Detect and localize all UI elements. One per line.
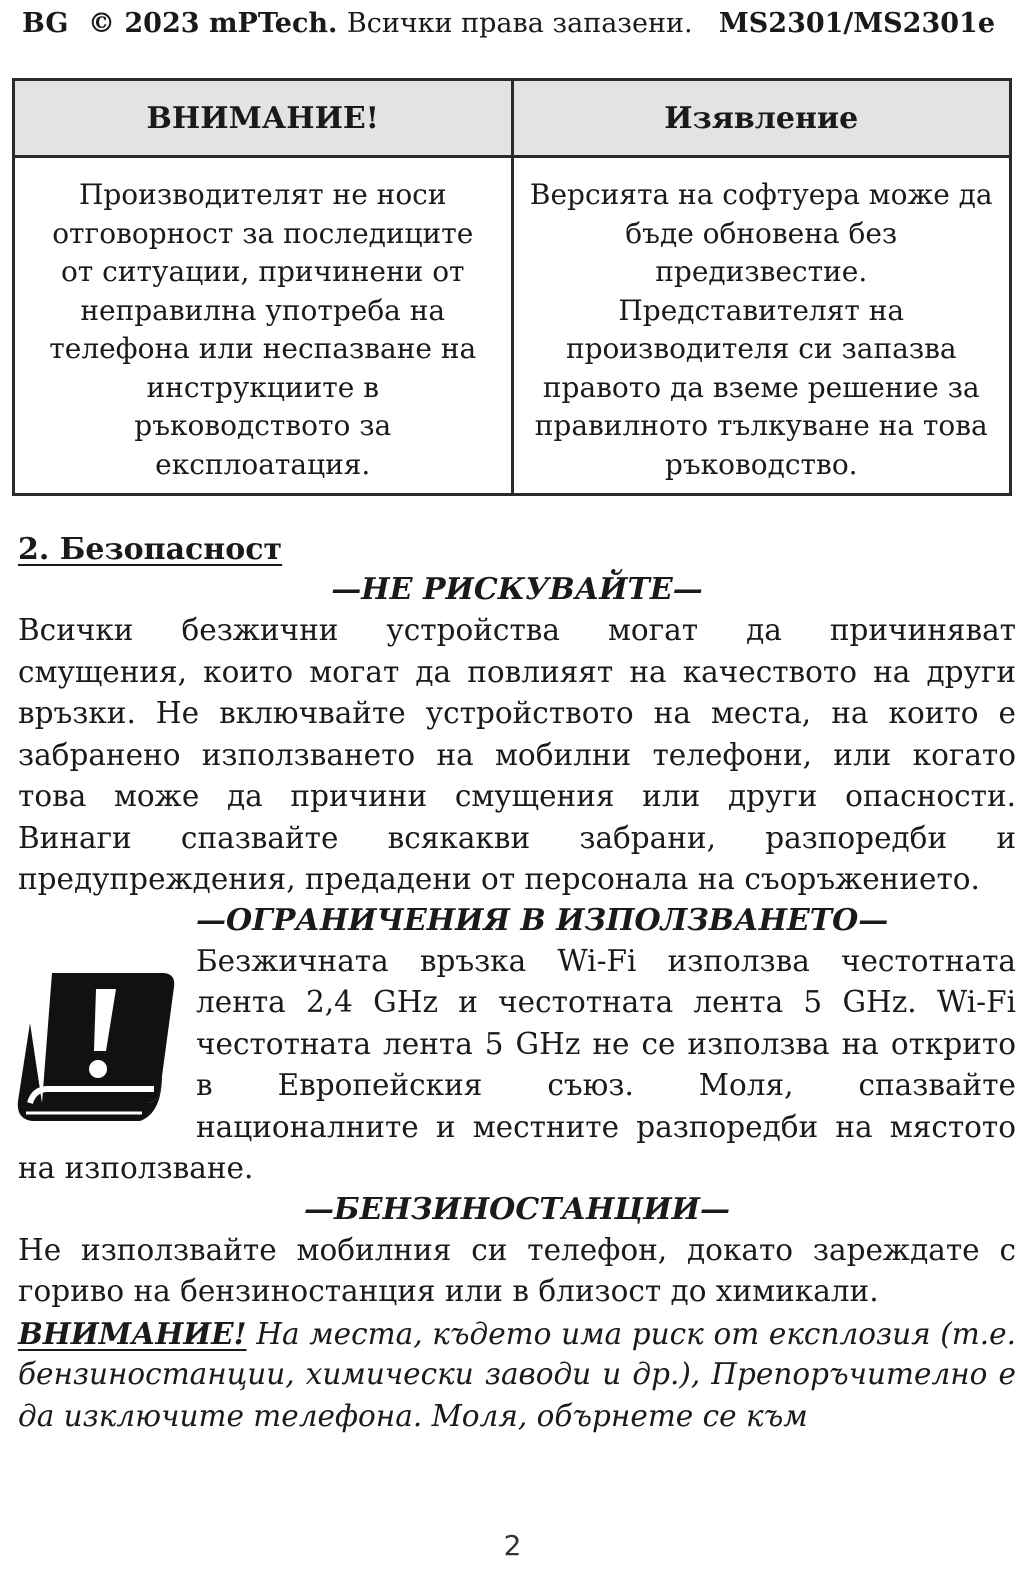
paragraph-line: в Европейския съюз. Моля, спазвайте [196, 1068, 1016, 1102]
paragraph-line: гориво на бензиностанция или в близост до химикали. [18, 1274, 879, 1308]
warning-line: отговорност за последиците [52, 216, 474, 250]
paragraph-line: Винаги спазвайте всякакви забрани, разпоредби и [18, 820, 1016, 855]
paragraph-line: националните и местните разпоредби на мястото [196, 1109, 1016, 1144]
statement-line: предизвестие. [655, 255, 868, 288]
petrol-stations-heading: —БЕНЗИНОСТАНЦИИ— [304, 1191, 730, 1227]
warning-cell [14, 157, 513, 495]
usage-restrictions-block [18, 901, 1016, 1190]
explosion-warning-line: бензиностанции, химически заводи и др.), Препоръчително е [18, 1357, 1016, 1391]
model-number: MS2301/MS2301e [718, 8, 995, 39]
notice-table [12, 78, 1012, 496]
statement-cell [512, 157, 1011, 495]
warning-text: На места, където има риск от експлозия (т.е. [256, 1316, 1016, 1351]
statement-line: ръководство. [664, 447, 858, 481]
explosion-warning-line: да изключите телефона. Моля, обърнете се към [18, 1398, 808, 1433]
rights-reserved: Всички права запазени. [346, 8, 693, 39]
paragraph-line: лента 2,4 GHz и честотната лента 5 GHz. Wi-Fi [196, 985, 1016, 1019]
warning-line: ръководството за [134, 409, 392, 442]
no-risk-heading: —НЕ РИСКУВАЙТЕ— [331, 572, 703, 607]
warning-line: експлоатация. [155, 447, 371, 481]
safety-section [18, 530, 1016, 1437]
paragraph-line: смущения, които могат да повлияят на качеството на други [18, 654, 1016, 689]
warning-line: от ситуации, причинени от [60, 255, 465, 288]
page-number: 2 [503, 1529, 522, 1562]
paragraph-line: Не използвайте мобилния си телефон, докато зареждате с [18, 1232, 1016, 1267]
usage-restrictions-heading: —ОГРАНИЧЕНИЯ В ИЗПОЛЗВАНЕТО— [196, 902, 889, 938]
paragraph-line: забранено използването на мобилни телефони, или когато [18, 737, 1016, 772]
warning-heading: ВНИМАНИЕ! [14, 80, 513, 157]
statement-line: Представителят на [618, 293, 905, 327]
statement-line: правото да вземе решение за [542, 370, 980, 404]
warning-line: телефона или неспазване на [49, 332, 477, 365]
section-title: 2. Безопасност [18, 532, 283, 567]
statement-heading: Изявление [512, 80, 1011, 157]
warning-label: ВНИМАНИЕ! [18, 1315, 247, 1351]
warning-line: Производителят не носи [78, 178, 447, 211]
paragraph-line: Всички безжични устройства могат да причиняват [18, 613, 1016, 647]
paragraph-line: предупреждения, предадени от персонала на съоръжението. [18, 862, 980, 896]
paragraph-line: Безжичната връзка Wi-Fi използва честотната [196, 943, 1016, 978]
statement-line: Версията на софтуера може да [529, 178, 993, 211]
warning-line: инструкциите в [146, 370, 379, 404]
statement-line: правилното тълкуване на това [534, 409, 988, 442]
warning-line: неправилна употреба на [80, 293, 446, 327]
statement-line: производителя си запазва [565, 332, 957, 365]
manual-warning-icon [12, 963, 184, 1133]
paragraph-line: на използване. [18, 1151, 254, 1185]
statement-line: бъде обновена без [625, 216, 898, 250]
language-code: BG [22, 8, 69, 39]
explosion-warning-line [18, 1313, 1016, 1355]
copyright-holder: © 2023 mPTech. [88, 8, 338, 39]
paragraph-line: честотната лента 5 GHz не се използва на открито [196, 1026, 1016, 1061]
page-header [22, 6, 995, 42]
paragraph-line: връзки. Не включвайте устройството на места, на които е [18, 696, 1016, 730]
paragraph-line: това може да причини смущения или други опасности. [18, 779, 1016, 813]
copyright-notice [88, 6, 693, 42]
